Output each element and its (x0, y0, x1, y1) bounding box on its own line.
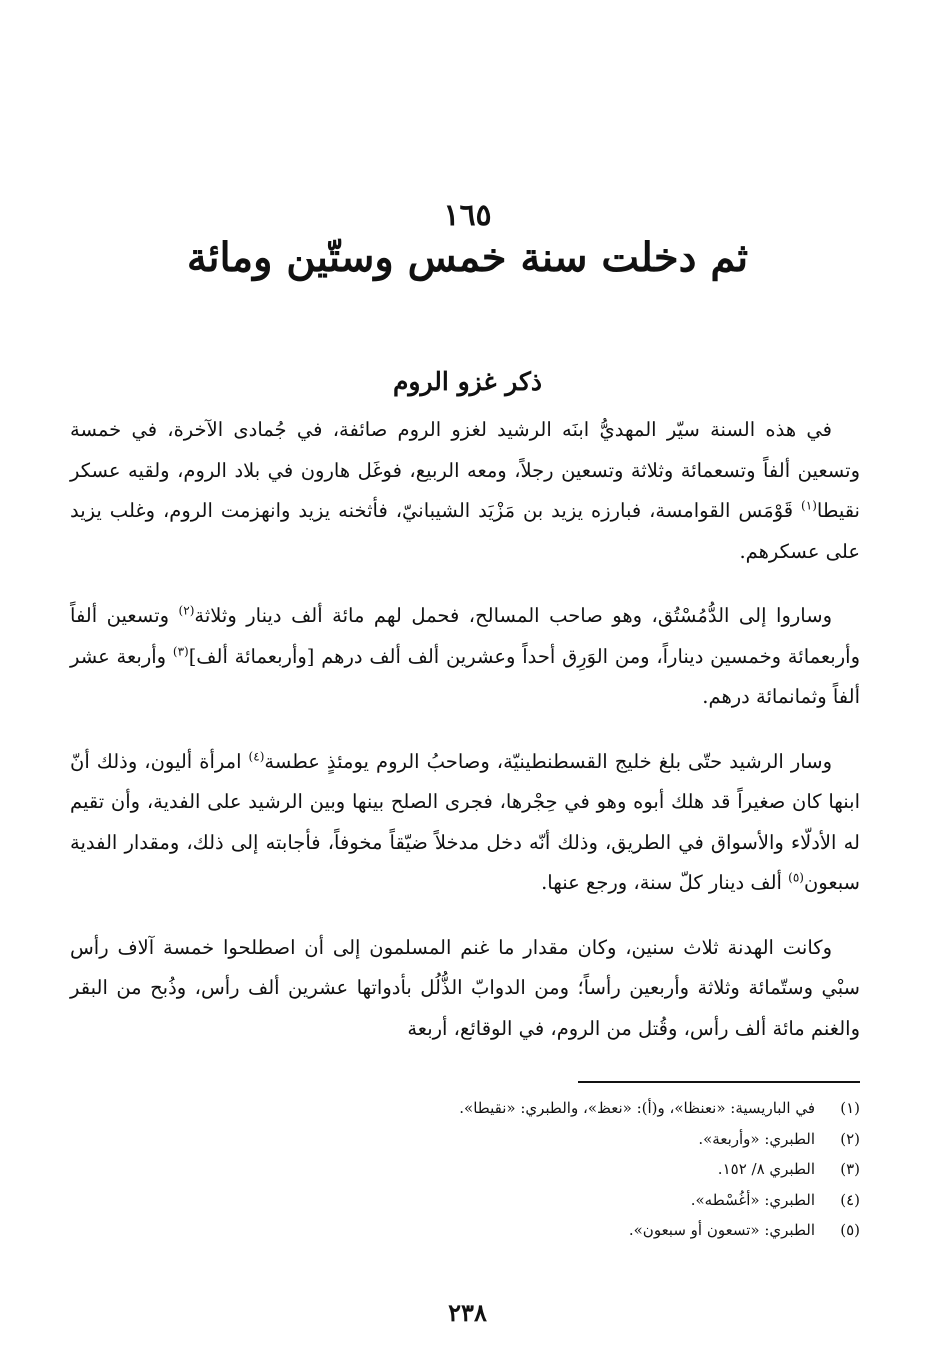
footnote-marker-4: (٤) (248, 749, 265, 763)
footnote-text: الطبري ٨/ ١٥٢. (717, 1160, 815, 1178)
footnote-marker-2: (٢) (178, 603, 195, 618)
paragraph-1-text-a: في هذه السنة سيّر المهديُّ ابنَه الرشيد لغزو الروم صائفة، في جُمادى الآخرة، في خمسة وتسعين ألفاً وتسعمائة وثلاثة وتسعين رجلاً، ومعه الربيع، فوغَل هارون في بلاد الروم، ولقيه عسكر نقيطا (70, 418, 860, 522)
footnote-2 (70, 1124, 860, 1155)
footnote-1 (70, 1093, 860, 1124)
paragraph-4-text-a: وكانت الهدنة ثلاث سنين، وكان مقدار ما غنم المسلمون إلى أن اصطلحوا خمسة آلاف رأس سبْي وستّمائة وثلاثة وأربعين رأساً؛ ومن الدوابّ الذُّلُل بأدواتها عشرين ألف رأس، وذُبح من البقر والغنم مائة ألف رأس، وقُتل من الروم، في الوقائع، أربعة (70, 935, 860, 1040)
footnotes (70, 1093, 860, 1246)
footnote-marker-5: (٥) (788, 870, 804, 885)
body-text (70, 410, 860, 1073)
footnote-text: الطبري: «وأربعة». (698, 1129, 815, 1148)
footnote-text: في الباريسية: «نعنظا»، و(أ): «نعظ»، والطبري: «نقيطا». (459, 1099, 815, 1117)
footnote-4 (70, 1185, 860, 1216)
paragraph-1-text-b: قَوْمَس القوامسة، فبارزه يزيد بن مَزْيَد الشيبانيّ، فأثخنه يزيد وانهزمت الروم، وغلب يزيد على عسكرهم. (70, 499, 860, 563)
footnote-text: الطبري: «تسعون أو سبعون». (628, 1221, 815, 1239)
footnote-3 (70, 1154, 860, 1185)
paragraph-2 (70, 596, 860, 718)
paragraph-3 (70, 742, 860, 904)
footnote-text: الطبري: «أغُسْطه». (690, 1190, 815, 1209)
year-number: ١٦٥ (443, 198, 492, 233)
footnote-number: (٥) (840, 1221, 860, 1239)
footnote-marker-1: (١) (801, 498, 817, 513)
footnote-number: (٤) (840, 1190, 860, 1209)
footnote-divider (578, 1081, 860, 1083)
page-number: ٢٣٨ (448, 1298, 487, 1327)
paragraph-2-text-b: وتسعين ألفاً وأربعمائة وخمسين ديناراً، ومن الوَرِق أحداً وعشرين ألف ألف درهم [وأربعمائة ألف] (70, 604, 860, 668)
footnote-number: (٢) (840, 1129, 860, 1148)
footnote-marker-3: (٣) (172, 644, 189, 658)
paragraph-2-text-a: وساروا إلى الدُّمُسْتُق، وهو صاحب المسالح، فحمل لهم مائة ألف دينار وثلاثة (194, 604, 832, 627)
paragraph-3-text-c: ألف دينار كلّ سنة، ورجع عنها. (541, 871, 789, 894)
paragraph-1 (70, 410, 860, 572)
paragraph-2-text-c: وأربعة عشر ألفاً وثمانمائة درهم. (70, 644, 860, 708)
paragraph-3-text-a: وسار الرشيد حتّى بلغ خليج القسطنطينيّة، وصاحبُ الروم يومئذٍ عطسة (264, 749, 832, 773)
paragraph-3-text-b: امرأة أليون، وذلك أنّ ابنها كان صغيراً قد هلك أبوه وهو في حِجْرها، فجرى الصلح بينها وبين الرشيد على الفدية، وأن تقيم له الأدلّاء والأسواق في الطريق، وذلك أنّه دخل مدخلاً ضيّقاً مخوفاً، فأجابته إلى ذلك، ومقدار الفدية سبعون (70, 749, 860, 894)
footnote-number: (١) (840, 1099, 860, 1117)
paragraph-4 (70, 928, 860, 1050)
footnote-number: (٣) (840, 1160, 860, 1178)
chapter-title: ثم دخلت سنة خمس وستّين ومائة (186, 234, 749, 281)
section-heading: ذكر غزو الروم (392, 367, 543, 396)
footnote-5 (70, 1215, 860, 1246)
